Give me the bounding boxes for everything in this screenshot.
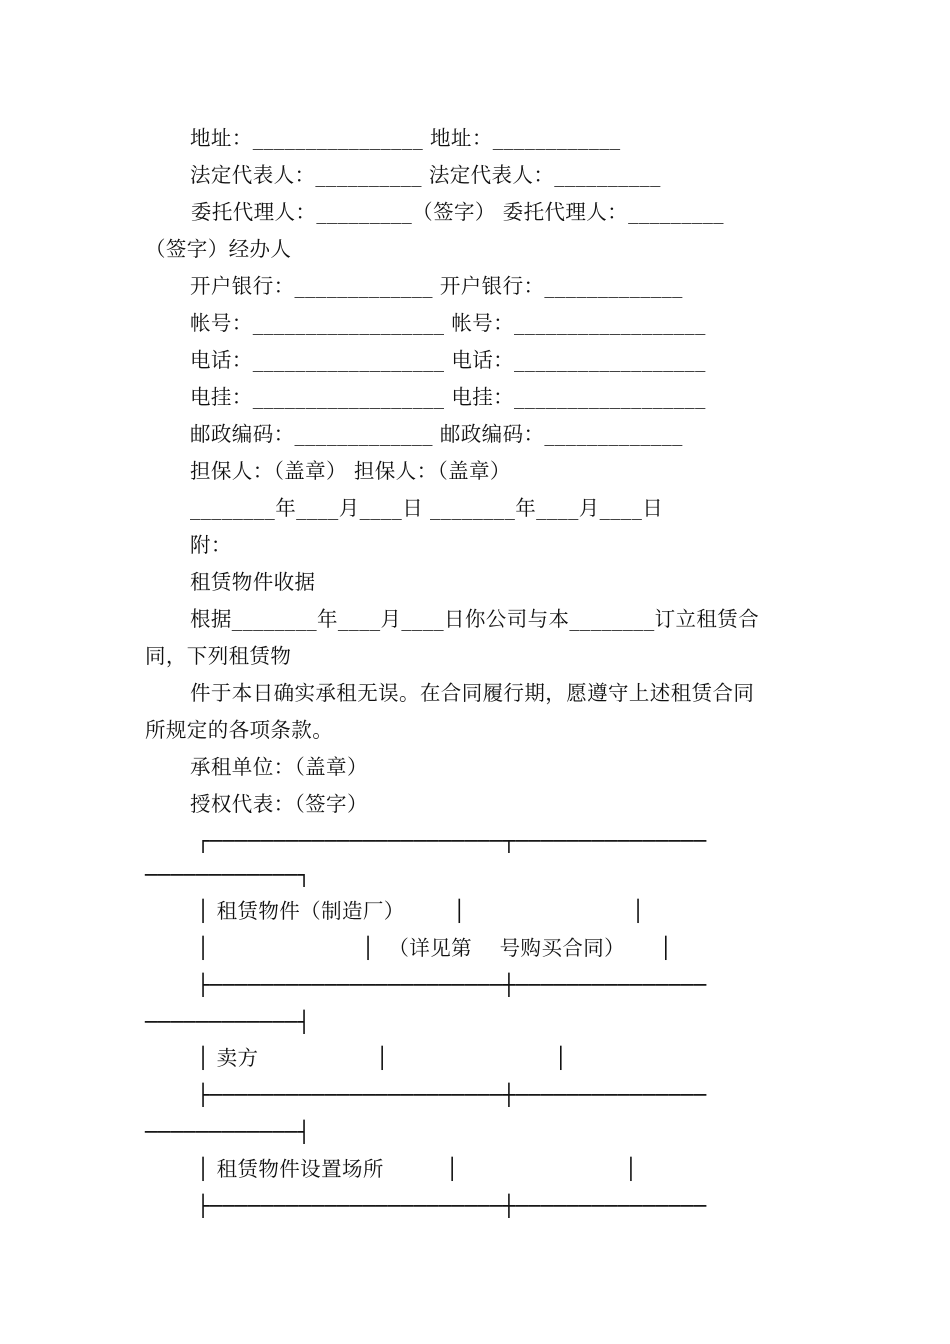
table-divider-1: ├───────────────────────┼───────────────: [190, 973, 707, 997]
appendix-label: 附：: [190, 533, 232, 557]
table-divider-3: ├───────────────────────┼───────────────: [190, 1194, 707, 1218]
telegraph-line: 电挂：__________________ 电挂：__________________: [190, 385, 706, 409]
table-row-seller: │ 卖方 │ │: [190, 1046, 568, 1070]
receipt-body-line-2: 同，下列租赁物: [145, 644, 292, 668]
authorized-agent-line: 委托代理人：_________（签字） 委托代理人：_________: [184, 200, 724, 224]
table-divider-2-wrap: ────────────┤: [145, 1120, 311, 1144]
receipt-body-line-4: 所规定的各项条款。: [145, 718, 334, 742]
receipt-title: 租赁物件收据: [190, 570, 316, 594]
phone-line: 电话：__________________ 电话：__________________: [190, 348, 706, 372]
lessee-unit-line: 承租单位：（盖章）: [190, 755, 368, 779]
address-line: 地址：________________ 地址：____________: [190, 126, 621, 150]
table-border-top: ┌───────────────────────┬───────────────: [190, 829, 707, 853]
receipt-body-line-1: 根据________年____月____日你公司与本________订立租赁合: [190, 607, 760, 631]
table-border-top-wrap: ────────────┐: [145, 863, 311, 887]
bank-line: 开户银行：_____________ 开户银行：_____________: [190, 274, 683, 298]
handler-line: （签字）经办人: [145, 237, 292, 261]
date-line: ________年____月____日 ________年____月____日: [190, 496, 664, 520]
table-row-location: │ 租赁物件设置场所 │ │: [190, 1157, 638, 1181]
receipt-body-line-3: 件于本日确实承租无误。在合同履行期，愿遵守上述租赁合同: [190, 681, 755, 705]
table-divider-1-wrap: ────────────┤: [145, 1010, 311, 1034]
legal-representative-line: 法定代表人：__________ 法定代表人：__________: [190, 163, 661, 187]
account-line: 帐号：__________________ 帐号：__________________: [190, 311, 706, 335]
postal-code-line: 邮政编码：_____________ 邮政编码：_____________: [190, 422, 683, 446]
guarantor-line: 担保人：（盖章） 担保人：（盖章）: [190, 459, 511, 483]
authorized-representative-line: 授权代表：（签字）: [190, 792, 368, 816]
table-row-manufacturer: │ 租赁物件（制造厂） │ │: [190, 899, 645, 923]
table-row-purchase-contract: │ │ （详见第 号购买合同） │: [190, 936, 673, 960]
table-divider-2: ├───────────────────────┼───────────────: [190, 1083, 707, 1107]
